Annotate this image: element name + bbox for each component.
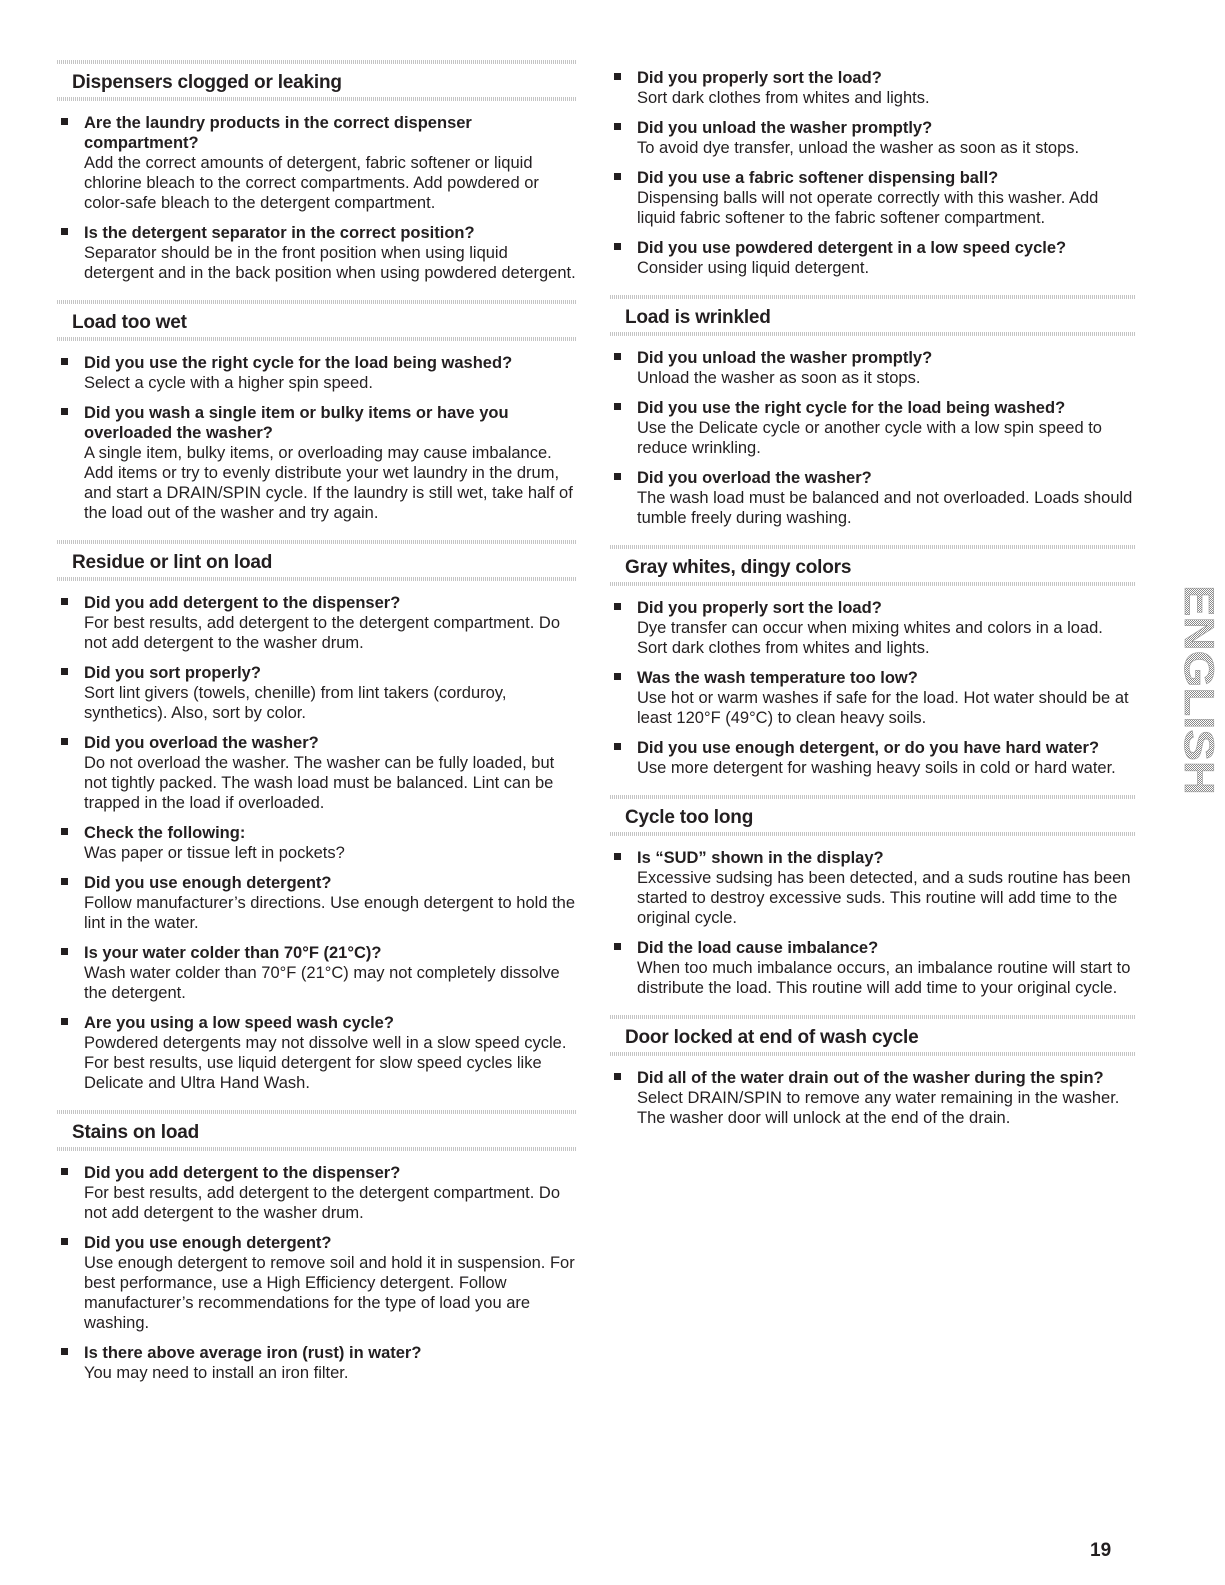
square-bullet-icon xyxy=(61,598,68,605)
question-text: Was the wash temperature too low? xyxy=(637,669,918,687)
answer-text: For best results, add detergent to the detergent compartment. Do not add detergent to the washer drum. xyxy=(84,614,561,652)
square-bullet-icon xyxy=(614,943,621,950)
list-item xyxy=(57,823,577,863)
square-bullet-icon xyxy=(61,948,68,955)
answer-text: The wash load must be balanced and not overloaded. Loads should tumble freely during washing. xyxy=(637,489,1133,527)
list-item xyxy=(610,848,1135,928)
square-bullet-icon xyxy=(614,353,621,360)
answer-text: Dye transfer can occur when mixing whites and colors in a load. Sort dark clothes from whites and lights. xyxy=(637,619,1103,657)
question-text: Did you unload the washer promptly? xyxy=(637,349,933,367)
answer-text: When too much imbalance occurs, an imbalance routine will start to distribute the load. This routine will add time to your original cycle. xyxy=(637,959,1131,997)
answer-text: Sort lint givers (towels, chenille) from lint takers (corduroy, synthetics). Also, sort by color. xyxy=(84,684,507,722)
question-text: Did you use the right cycle for the load being washed? xyxy=(637,399,1066,417)
answer-text: Was paper or tissue left in pockets? xyxy=(84,844,345,862)
square-bullet-icon xyxy=(614,403,621,410)
answer-text: Powdered detergents may not dissolve well in a slow speed cycle. For best results, use liquid detergent for slow speed cycles like Delicate and Ultra Hand Wash. xyxy=(84,1034,567,1092)
square-bullet-icon xyxy=(61,1238,68,1245)
answer-text: You may need to install an iron filter. xyxy=(84,1364,349,1382)
section-title: Cycle too long xyxy=(625,807,754,828)
question-list xyxy=(610,1068,1135,1128)
list-item xyxy=(57,943,577,1003)
question-text: Did you properly sort the load? xyxy=(637,69,882,87)
section-rule-bottom xyxy=(610,832,1135,836)
list-item xyxy=(57,113,577,213)
list-item xyxy=(610,668,1135,728)
section-title: Gray whites, dingy colors xyxy=(625,557,852,578)
answer-text: Wash water colder than 70°F (21°C) may not completely dissolve the detergent. xyxy=(84,964,560,1002)
answer-text: Use enough detergent to remove soil and hold it in suspension. For best performance, use a High Efficiency detergent. Follow manufacturer’s recommendations for the type of load you are washing. xyxy=(84,1254,575,1332)
list-item xyxy=(610,1068,1135,1128)
section-rule-bottom xyxy=(57,1147,577,1151)
section-title: Load is wrinkled xyxy=(625,307,771,328)
left-column xyxy=(57,60,577,1400)
question-text: Did you unload the washer promptly? xyxy=(637,119,933,137)
troubleshooting-section xyxy=(610,295,1135,528)
list-item xyxy=(610,468,1135,528)
answer-text: Do not overload the washer. The washer can be fully loaded, but not tightly packed. The wash load must be balanced. Lint can be trapped in the load if overloaded. xyxy=(84,754,555,812)
square-bullet-icon xyxy=(614,853,621,860)
list-item xyxy=(57,223,577,283)
square-bullet-icon xyxy=(614,1073,621,1080)
question-text: Did you properly sort the load? xyxy=(637,599,882,617)
question-text: Is the detergent separator in the correct position? xyxy=(84,224,475,242)
question-list xyxy=(57,1163,577,1383)
list-item xyxy=(57,1343,577,1383)
square-bullet-icon xyxy=(61,408,68,415)
list-item xyxy=(57,1163,577,1223)
list-item xyxy=(57,1233,577,1333)
list-item xyxy=(57,403,577,523)
right-column xyxy=(610,60,1135,1145)
list-item xyxy=(610,738,1135,778)
answer-text: Use hot or warm washes if safe for the load. Hot water should be at least 120°F (49°C) to clean heavy soils. xyxy=(637,689,1129,727)
troubleshooting-section xyxy=(57,540,577,1093)
square-bullet-icon xyxy=(61,228,68,235)
answer-text: Add the correct amounts of detergent, fabric softener or liquid chlorine bleach to the correct compartments. Add powdered or color-safe bleach to the detergent compartment. xyxy=(84,154,539,212)
question-text: Is your water colder than 70°F (21°C)? xyxy=(84,944,382,962)
troubleshooting-section xyxy=(57,1110,577,1383)
question-text: Is there above average iron (rust) in water? xyxy=(84,1344,422,1362)
answer-text: Use the Delicate cycle or another cycle with a low spin speed to reduce wrinkling. xyxy=(637,419,1102,457)
answer-text: Sort dark clothes from whites and lights. xyxy=(637,89,930,107)
section-title: Load too wet xyxy=(72,312,187,333)
question-list xyxy=(57,593,577,1093)
section-rule-bottom xyxy=(57,97,577,101)
question-text: Did all of the water drain out of the washer during the spin? xyxy=(637,1069,1104,1087)
answer-text: For best results, add detergent to the detergent compartment. Do not add detergent to the washer drum. xyxy=(84,1184,561,1222)
list-item xyxy=(57,353,577,393)
question-text: Did you use enough detergent, or do you have hard water? xyxy=(637,739,1100,757)
question-list xyxy=(57,113,577,283)
square-bullet-icon xyxy=(614,743,621,750)
list-item xyxy=(57,593,577,653)
list-item xyxy=(57,873,577,933)
square-bullet-icon xyxy=(61,668,68,675)
answer-text: Consider using liquid detergent. xyxy=(637,259,870,277)
square-bullet-icon xyxy=(61,738,68,745)
section-title: Dispensers clogged or leaking xyxy=(72,72,342,93)
question-text: Did you use a fabric softener dispensing ball? xyxy=(637,169,999,187)
answer-text: Unload the washer as soon as it stops. xyxy=(637,369,921,387)
question-text: Did you use enough detergent? xyxy=(84,1234,332,1252)
question-text: Did you overload the washer? xyxy=(84,734,319,752)
square-bullet-icon xyxy=(61,878,68,885)
square-bullet-icon xyxy=(614,73,621,80)
square-bullet-icon xyxy=(61,118,68,125)
question-text: Are the laundry products in the correct dispenser compartment? xyxy=(84,114,472,152)
question-text: Did you use enough detergent? xyxy=(84,874,332,892)
square-bullet-icon xyxy=(61,1348,68,1355)
list-item xyxy=(610,118,1135,158)
square-bullet-icon xyxy=(61,1168,68,1175)
question-text: Did the load cause imbalance? xyxy=(637,939,879,957)
answer-text: Dispensing balls will not operate correctly with this washer. Add liquid fabric softener to the fabric softener compartment. xyxy=(637,189,1099,227)
list-item xyxy=(610,68,1135,108)
answer-text: Excessive sudsing has been detected, and a suds routine has been started to destroy excessive suds. This routine will add time to the original cycle. xyxy=(637,869,1131,927)
section-rule-bottom xyxy=(610,582,1135,586)
question-text: Check the following: xyxy=(84,824,246,842)
troubleshooting-section xyxy=(57,60,577,283)
answer-text: Follow manufacturer’s directions. Use enough detergent to hold the lint in the water. xyxy=(84,894,576,932)
question-text: Did you add detergent to the dispenser? xyxy=(84,1164,401,1182)
section-rule-bottom xyxy=(57,577,577,581)
square-bullet-icon xyxy=(61,358,68,365)
troubleshooting-section xyxy=(610,795,1135,998)
list-item xyxy=(57,1013,577,1093)
square-bullet-icon xyxy=(61,828,68,835)
question-text: Did you use powdered detergent in a low speed cycle? xyxy=(637,239,1067,257)
square-bullet-icon xyxy=(614,473,621,480)
question-list xyxy=(610,348,1135,528)
answer-text: Use more detergent for washing heavy soils in cold or hard water. xyxy=(637,759,1116,777)
section-rule-bottom xyxy=(610,332,1135,336)
question-text: Did you use the right cycle for the load being washed? xyxy=(84,354,513,372)
question-text: Did you add detergent to the dispenser? xyxy=(84,594,401,612)
question-text: Are you using a low speed wash cycle? xyxy=(84,1014,394,1032)
answer-text: Select a cycle with a higher spin speed. xyxy=(84,374,373,392)
question-text: Did you overload the washer? xyxy=(637,469,872,487)
answer-text: A single item, bulky items, or overloading may cause imbalance. Add items or try to evenly distribute your wet laundry in the drum, and start a DRAIN/SPIN cycle. If the laundry is still wet, take half of the load out of the washer and try again. xyxy=(84,444,573,522)
square-bullet-icon xyxy=(614,123,621,130)
section-title: Door locked at end of wash cycle xyxy=(625,1027,919,1048)
list-item xyxy=(610,938,1135,998)
square-bullet-icon xyxy=(61,1018,68,1025)
question-text: Did you sort properly? xyxy=(84,664,261,682)
section-title: Residue or lint on load xyxy=(72,552,273,573)
list-item xyxy=(610,348,1135,388)
list-item xyxy=(57,663,577,723)
troubleshooting-section xyxy=(57,300,577,523)
side-tab-label: ENGLISH xyxy=(1176,585,1223,772)
list-item xyxy=(610,168,1135,228)
answer-text: Select DRAIN/SPIN to remove any water remaining in the washer. The washer door will unlock at the end of the drain. xyxy=(637,1089,1120,1127)
troubleshooting-section xyxy=(610,545,1135,778)
list-item xyxy=(610,398,1135,458)
troubleshooting-section xyxy=(610,68,1135,278)
question-text: Did you wash a single item or bulky items or have you overloaded the washer? xyxy=(84,404,509,442)
square-bullet-icon xyxy=(614,173,621,180)
question-list xyxy=(57,353,577,523)
answer-text: To avoid dye transfer, unload the washer as soon as it stops. xyxy=(637,139,1080,157)
square-bullet-icon xyxy=(614,243,621,250)
list-item xyxy=(610,598,1135,658)
square-bullet-icon xyxy=(614,603,621,610)
side-tab-language xyxy=(1152,582,1223,798)
page-number: 19 xyxy=(1090,1540,1112,1561)
question-list xyxy=(610,848,1135,998)
section-title: Stains on load xyxy=(72,1122,200,1143)
question-text: Is “SUD” shown in the display? xyxy=(637,849,884,867)
answer-text: Separator should be in the front position when using liquid detergent and in the back position when using powdered detergent. xyxy=(84,244,576,282)
question-list xyxy=(610,68,1135,278)
section-rule-bottom xyxy=(610,1052,1135,1056)
troubleshooting-section xyxy=(610,1015,1135,1128)
list-item xyxy=(57,733,577,813)
list-item xyxy=(610,238,1135,278)
section-rule-bottom xyxy=(57,337,577,341)
square-bullet-icon xyxy=(614,673,621,680)
question-list xyxy=(610,598,1135,778)
